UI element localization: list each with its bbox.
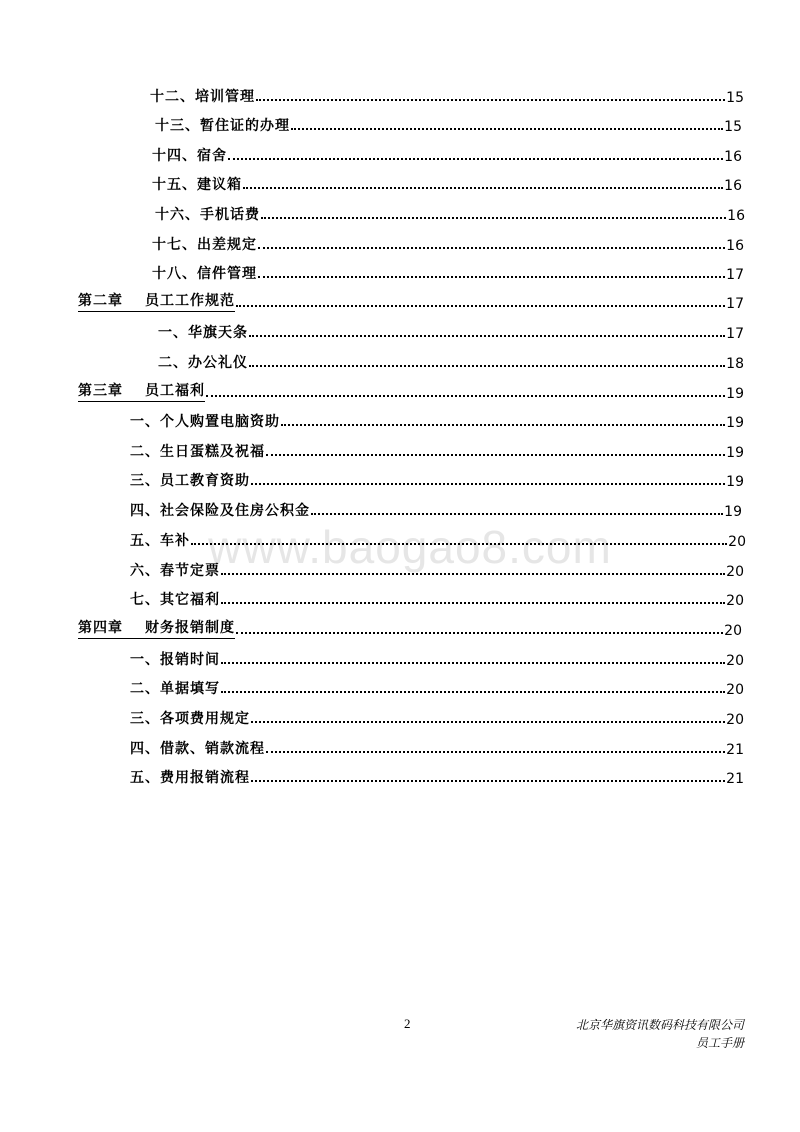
leader-dots xyxy=(249,365,725,367)
toc-entry-label: 十七、出差规定 xyxy=(152,237,257,253)
toc-page-number: 16 xyxy=(727,208,745,224)
leader-dots xyxy=(221,662,725,664)
toc-entry[interactable] xyxy=(152,232,744,254)
toc-entry-label: 十五、建议箱 xyxy=(152,177,242,193)
toc-page-number: 20 xyxy=(726,712,744,728)
toc-page-number: 18 xyxy=(726,356,744,372)
leader-dots xyxy=(281,424,725,426)
toc-entry-label: 二、单据填写 xyxy=(130,681,220,697)
toc-entry[interactable] xyxy=(130,409,744,431)
toc-page-number: 19 xyxy=(726,445,744,461)
toc-page-number: 20 xyxy=(726,593,744,609)
chapter-number: 第二章 xyxy=(78,293,123,309)
toc-page-number: 19 xyxy=(724,504,742,520)
toc-entry[interactable] xyxy=(152,143,742,165)
leader-dots xyxy=(243,187,723,189)
document-title: 员工手册 xyxy=(695,1036,744,1050)
toc-entry-label: 四、借款、销款流程 xyxy=(130,741,265,757)
toc-entry-label: 四、社会保险及住房公积金 xyxy=(130,503,310,519)
leader-dots xyxy=(251,780,725,782)
chapter-title: 员工福利 xyxy=(145,383,205,399)
toc-entry[interactable] xyxy=(130,468,744,490)
toc-chapter-heading xyxy=(78,290,235,312)
chapter-number: 第四章 xyxy=(78,620,123,636)
toc-entry-label: 十六、手机话费 xyxy=(155,207,260,223)
chapter-number: 第三章 xyxy=(78,383,123,399)
leader-dots xyxy=(228,158,723,160)
toc-entry-label: 七、其它福利 xyxy=(130,592,220,608)
leader-dots xyxy=(206,395,725,397)
toc-page-number: 16 xyxy=(724,149,742,165)
company-name: 北京华旗资讯数码科技有限公司 xyxy=(575,1018,744,1032)
toc-entry[interactable] xyxy=(130,498,742,520)
toc-page-number: 17 xyxy=(726,326,744,342)
toc-entry-label: 三、各项费用规定 xyxy=(130,711,250,727)
toc-entry[interactable] xyxy=(155,202,745,224)
leader-dots xyxy=(266,751,725,753)
toc-entry[interactable] xyxy=(158,320,744,342)
toc-entry[interactable] xyxy=(130,736,744,758)
leader-dots xyxy=(291,128,723,130)
toc-entry-label: 一、华旗天条 xyxy=(158,325,248,341)
chapter-title: 员工工作规范 xyxy=(145,293,235,309)
toc-entry-label: 一、个人购置电脑资助 xyxy=(130,414,280,430)
leader-dots xyxy=(311,513,723,515)
toc-page-number: 19 xyxy=(726,474,744,490)
toc-page-number: 16 xyxy=(724,178,742,194)
toc-chapter-entry[interactable] xyxy=(78,617,742,639)
toc-entry-label: 十四、宿舍 xyxy=(152,148,227,164)
leader-dots xyxy=(221,602,725,604)
toc-page-number: 16 xyxy=(726,238,744,254)
toc-chapter-entry[interactable] xyxy=(78,290,744,312)
toc-entry-label: 十二、培训管理 xyxy=(150,89,255,105)
toc-entry[interactable] xyxy=(152,261,744,283)
toc-page-number: 20 xyxy=(724,623,742,639)
toc-entry-label: 一、报销时间 xyxy=(130,652,220,668)
toc-page-number: 20 xyxy=(728,534,746,550)
toc-page-number: 15 xyxy=(724,119,742,135)
toc-chapter-heading xyxy=(78,617,235,639)
leader-dots xyxy=(261,217,726,219)
leader-dots xyxy=(249,335,725,337)
chapter-title: 财务报销制度 xyxy=(145,620,235,636)
toc-entry[interactable] xyxy=(130,647,744,669)
leader-dots xyxy=(236,305,725,307)
toc-entry[interactable] xyxy=(130,706,744,728)
footer-page-number: 2 xyxy=(404,1016,411,1031)
toc-page-number: 20 xyxy=(726,653,744,669)
toc-entry-label: 二、办公礼仪 xyxy=(158,355,248,371)
toc-entry[interactable] xyxy=(150,84,744,106)
toc-entry-label: 六、春节定票 xyxy=(130,563,220,579)
footer-company xyxy=(576,1016,744,1052)
leader-dots xyxy=(221,691,725,693)
leader-dots xyxy=(191,543,727,545)
toc-entry[interactable] xyxy=(130,528,746,550)
leader-dots xyxy=(221,573,725,575)
toc-entry-label: 三、员工教育资助 xyxy=(130,473,250,489)
toc-entry-label: 十三、暂住证的办理 xyxy=(155,118,290,134)
toc-entry[interactable] xyxy=(130,765,744,787)
toc-page-number: 17 xyxy=(726,267,744,283)
toc-page-number: 21 xyxy=(726,771,744,787)
toc-entry[interactable] xyxy=(152,172,742,194)
toc-entry-label: 十八、信件管理 xyxy=(152,266,257,282)
toc-page-number: 19 xyxy=(726,386,744,402)
leader-dots xyxy=(258,247,725,249)
leader-dots xyxy=(251,483,725,485)
leader-dots xyxy=(251,721,725,723)
toc-entry-label: 五、车补 xyxy=(130,533,190,549)
toc-entry-label: 二、生日蛋糕及祝福 xyxy=(130,444,265,460)
toc-entry[interactable] xyxy=(158,350,744,372)
toc-page-number: 21 xyxy=(726,742,744,758)
toc-page-number: 15 xyxy=(726,90,744,106)
toc-entry[interactable] xyxy=(130,676,744,698)
toc-page-number: 20 xyxy=(726,682,744,698)
toc-entry[interactable] xyxy=(155,113,742,135)
watermark: www.baogao8.com xyxy=(208,521,612,573)
leader-dots xyxy=(256,99,725,101)
leader-dots xyxy=(258,276,725,278)
toc-entry[interactable] xyxy=(130,439,744,461)
toc-page-number: 19 xyxy=(726,415,744,431)
toc-page-number: 17 xyxy=(726,296,744,312)
toc-entry-label: 五、费用报销流程 xyxy=(130,770,250,786)
leader-dots xyxy=(236,632,723,634)
leader-dots xyxy=(266,454,725,456)
toc-chapter-entry[interactable] xyxy=(78,380,744,402)
toc-page-number: 20 xyxy=(726,564,744,580)
toc-entry[interactable] xyxy=(130,558,744,580)
toc-entry[interactable] xyxy=(130,587,744,609)
toc-chapter-heading xyxy=(78,380,205,402)
